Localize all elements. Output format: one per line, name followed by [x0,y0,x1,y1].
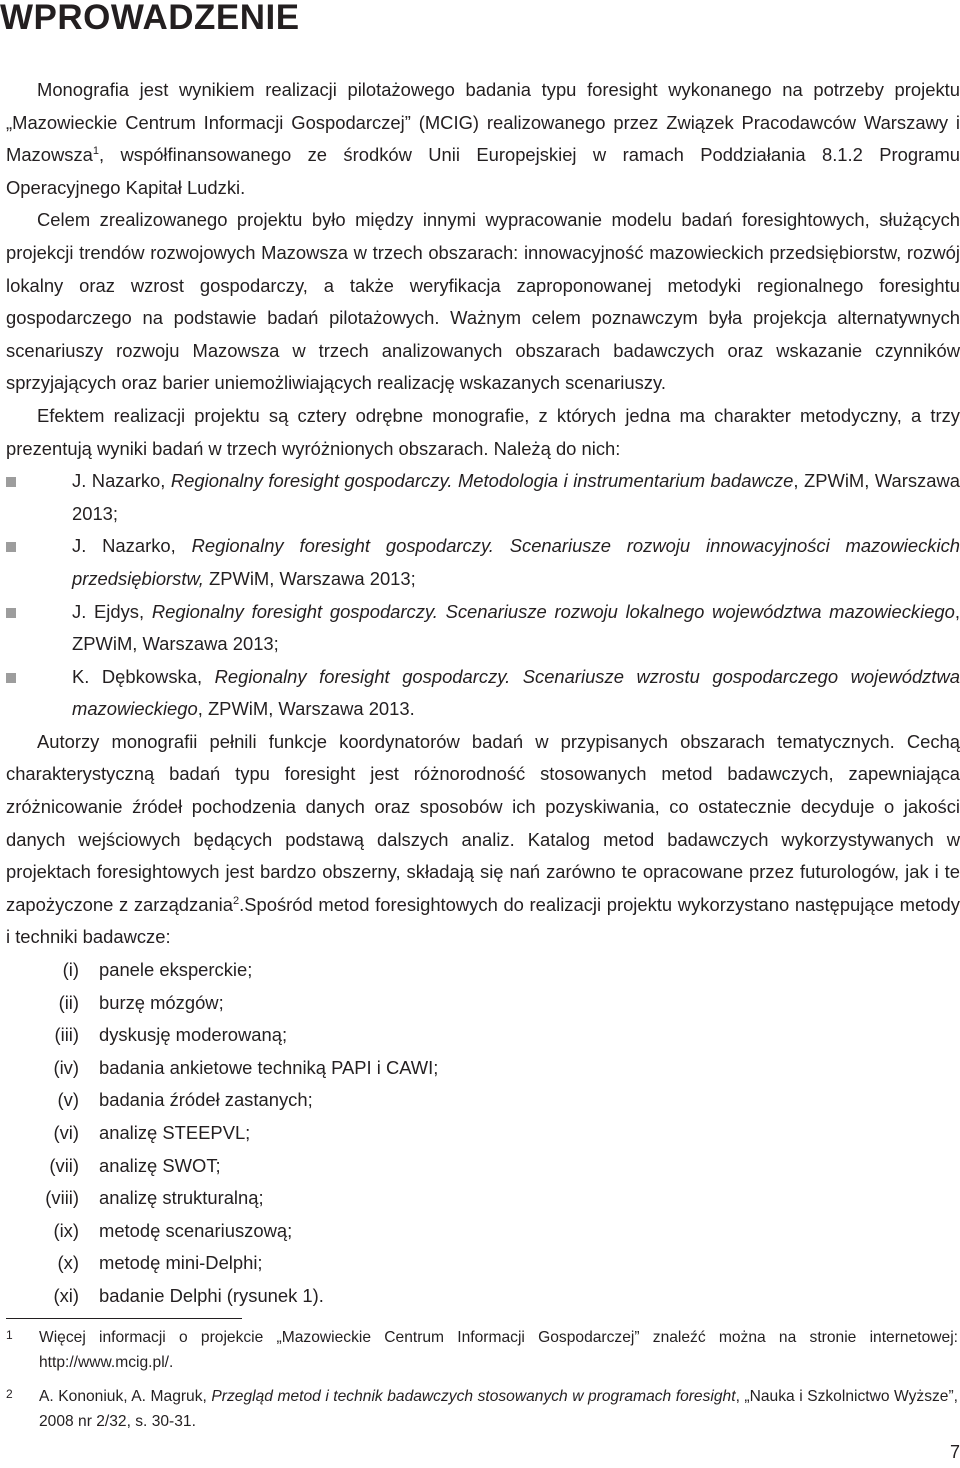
bullet-square-icon [6,477,16,487]
footnote-number: 2 [6,1387,13,1401]
footnote-ref-2[interactable]: 2 [233,894,240,907]
list-item: (xi) badanie Delphi (rysunek 1). [53,1284,324,1306]
list-item: (vi) analizę STEEPVL; [53,1122,251,1143]
list-item: (i) panele eksperckie; [62,959,253,981]
list-item: (iii) dyskusję moderowaną; [54,1024,288,1046]
footnote-1 [6,1326,958,1375]
methods-list [6,954,960,1313]
paragraph-goal: Celem zrealizowanego projektu było między innymi wypracowanie modelu badań foresightowych, służących projekcji trendów rozwojowych Mazowsza w trzech obszarach: innowacyjność mazowieckich przedsiębiorstw, rozwój lokalny oraz wzrost gospodarczy, a także weryfikacja zaproponowanej metodyki regionalnego foresightu gospodarczego na podstawie badań pilotażowych. Ważnym celem poznawczym była projekcja alternatywnych scenariuszy rozwoju Mazowsza w trzech analizowanych obszarach badawczych oraz wskazanie czynników sprzyjających oraz barier uniemożliwiających realizację wskazanych scenariuszy. [6,209,960,394]
list-item: (x) metodę mini-Delphi; [57,1252,263,1274]
page-number: 7 [949,1442,960,1462]
list-item: (ii) burzę mózgów; [58,991,224,1013]
list-item: (viii) analizę strukturalną; [45,1187,264,1209]
footnote-divider [6,1318,242,1319]
list-item: J. Ejdys, Regionalny foresight gospodarczy. Scenariusze rozwoju lokalnego województwa mazowieckiego, ZPWiM, Warszawa 2013; [6,596,960,661]
list-item: (v) badania źródeł zastanych; [57,1089,313,1111]
bullet-square-icon [6,542,16,552]
footnotes [6,1326,958,1444]
section-heading: WPROWADZENIE [0,0,300,37]
paragraph-intro: Monografia jest wynikiem realizacji pilotażowego badania typu foresight wykonanego na potrzeby projektu „Mazowieckie Centrum Informacji Gospodarczej” (MCIG) realizowanego przez Związek Pracodawców Warszawy i Mazowsza$^1$, współfinansowanego ze środków Unii Europejskiej w ramach Poddziałania 8.1.2 Programu Operacyjnego Kapitał Ludzki. [6,79,960,198]
list-item: (vii) analizę SWOT; [49,1154,221,1176]
list-item: (ix) metodę scenariuszową; [53,1219,293,1241]
bullet-square-icon [6,608,16,618]
body-text [6,74,960,1313]
monograph-list [6,465,960,726]
footnote-2: 2 A. Kononiuk, A. Magruk, Przegląd metod i technik badawczych stosowanych w programach foresight, „Nauka i Szkolnictwo Wyższe”, 2008 nr 2/32, s. 30-31. [6,1385,958,1434]
footnote-ref-1[interactable]: 1 [92,145,99,158]
list-item: J. Nazarko, Regionalny foresight gospodarczy. Scenariusze rozwoju innowacyjności mazowieckich przedsiębiorstw, ZPWiM, Warszawa 2013; [6,530,960,595]
bullet-square-icon [6,673,16,683]
list-item: K. Dębkowska, Regionalny foresight gospodarczy. Scenariusze wzrostu gospodarczego województwa mazowieckiego, ZPWiM, Warszawa 2013. [6,661,960,726]
paragraph-effect: Efektem realizacji projektu są cztery odrębne monografie, z których jedna ma charakter metodyczny, a trzy prezentują wyniki badań w trzech wyróżnionych obszarach. Należą do nich: [6,404,960,459]
paragraph-methods: Autorzy monografii pełnili funkcje koordynatorów badań w przypisanych obszarach tematycznych. Cechą charakterystyczną badań typu foresight jest różnorodność stosowanych metod badawczych, zapewniająca zróżnicowanie źródeł pochodzenia danych oraz sposobów ich pozyskiwania, co ostatecznie decyduje o jakości danych wejściowych będących podstawą dalszych analiz. Katalog metod badawczych wykorzystywanych w projektach foresightowych jest bardzo obszerny, składają się nań zarówno te opracowane przez futurologów, jak i te zapożyczone z zarządzania$^2$.Spośród metod foresightowych do realizacji projektu wykorzystano następujące metody i techniki badawcze: [6,730,960,948]
footnote-text[interactable]: Więcej informacji o projekcie „Mazowieckie Centrum Informacji Gospodarczej” znaleźć można na stronie internetowej: http://www.mcig.pl/. [39,1329,958,1371]
footnote-number: 1 [6,1328,13,1342]
list-item: J. Nazarko, Regionalny foresight gospodarczy. Metodologia i instrumentarium badawcze, ZPWiM, Warszawa 2013; [6,465,960,530]
list-item: (iv) badania ankietowe techniką PAPI i CAWI; [53,1056,439,1078]
